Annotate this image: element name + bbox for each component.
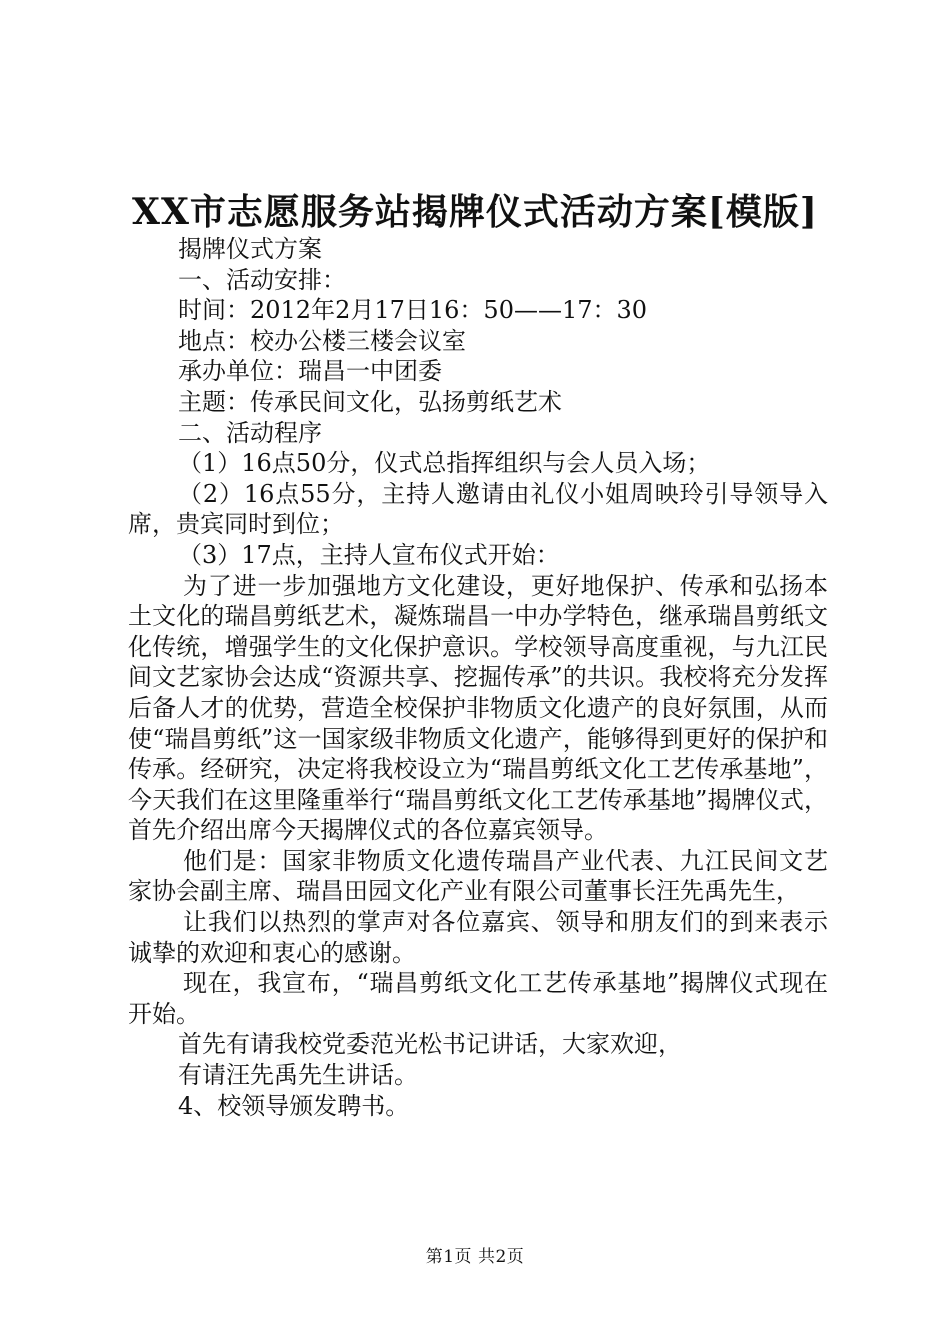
procedure-step-1: （1）16点50分，仪式总指挥组织与会人员入场； xyxy=(178,449,711,478)
page-title: XX市志愿服务站揭牌仪式活动方案[模版] xyxy=(132,191,818,233)
document-body xyxy=(128,234,828,1121)
organizer-line: 承办单位：瑞昌一中团委 xyxy=(178,357,442,386)
announcement-paragraph: 现在，我宣布，“瑞昌剪纸文化工艺传承基地”揭牌仪式现在开始。 xyxy=(128,969,828,1028)
welcome-paragraph: 让我们以热烈的掌声对各位嘉宾、领导和朋友们的到来表示诚挚的欢迎和衷心的感谢。 xyxy=(128,908,828,967)
procedure-step-2: （2）16点55分，主持人邀请由礼仪小姐周映玲引导领导入席，贵宾同时到位； xyxy=(128,479,828,539)
time-line: 时间：2012年2月17日16：50——17：30 xyxy=(178,296,648,325)
procedure-step-4: 4、校领导颁发聘书。 xyxy=(178,1091,410,1120)
speech-paragraph: 为了进一步加强地方文化建设，更好地保护、传承和弘扬本土文化的瑞昌剪纸艺术，凝炼瑞昌一中办学特色，继承瑞昌剪纸文化传统，增强学生的文化保护意识。学校领导高度重视，与九江民间文艺家协会达成“资源共享、挖掘传承”的共识。我校将充分发挥后备人才的优势，营造全校保护非物质文化遗产的良好氛围，从而使“瑞昌剪纸”这一国家级非物质文化遗产，能够得到更好的保护和传承。经研究，决定将我校设立为“瑞昌剪纸文化工艺传承基地”，今天我们在这里隆重举行“瑞昌剪纸文化工艺传承基地”揭牌仪式，首先介绍出席今天揭牌仪式的各位嘉宾领导。 xyxy=(128,571,828,845)
guests-paragraph: 他们是：国家非物质文化遗传瑞昌产业代表、九江民间文艺家协会副主席、瑞昌田园文化产业有限公司董事长汪先禹先生， xyxy=(128,846,828,906)
section-heading-procedure: 二、活动程序 xyxy=(178,418,322,447)
location-line: 地点：校办公楼三楼会议室 xyxy=(178,326,466,355)
section-heading-plan: 揭牌仪式方案 xyxy=(178,235,322,263)
theme-line: 主题：传承民间文化，弘扬剪纸艺术 xyxy=(178,387,562,416)
secretary-speech-line: 首先有请我校党委范光松书记讲话，大家欢迎， xyxy=(178,1030,682,1059)
section-heading-arrangement: 一、活动安排： xyxy=(178,265,346,294)
page-footer: 第1页 共2页 xyxy=(425,1247,525,1267)
guest-speech-line: 有请汪先禹先生讲话。 xyxy=(178,1061,418,1090)
procedure-step-3: （3）17点，主持人宣布仪式开始： xyxy=(178,540,560,569)
